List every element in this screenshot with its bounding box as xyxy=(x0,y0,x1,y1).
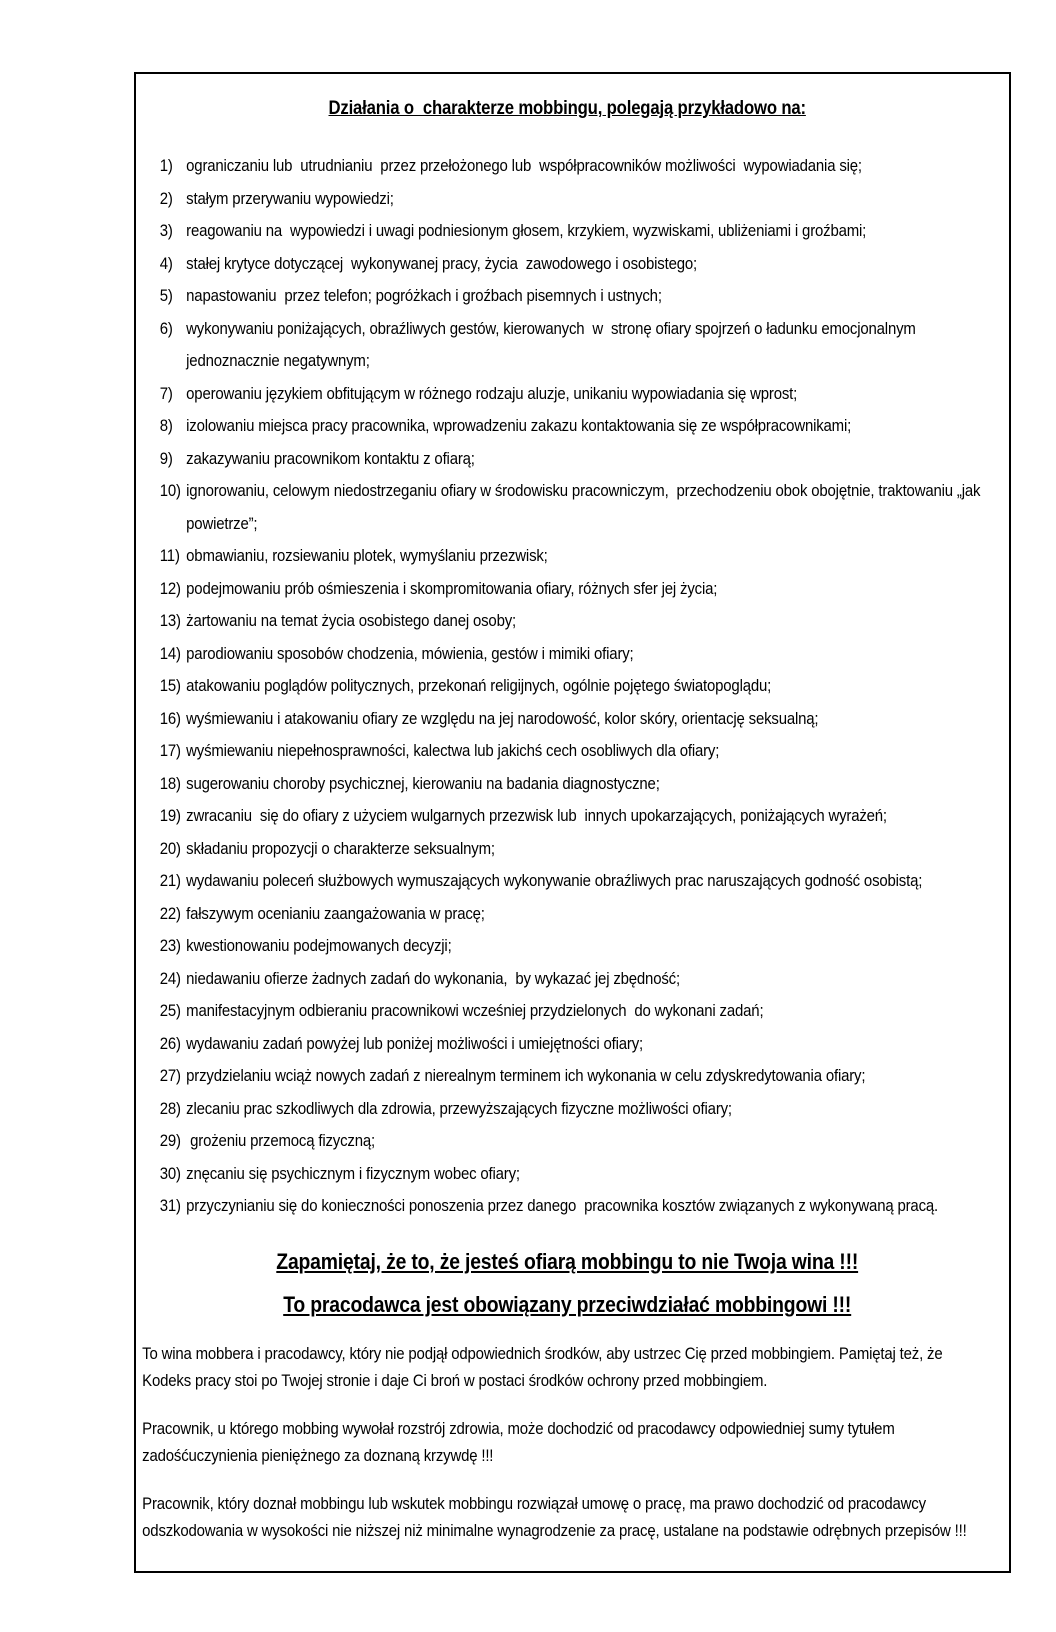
list-item-number: 8) xyxy=(159,416,173,435)
list-item-number: 30) xyxy=(159,1163,181,1183)
list-item-number: 2) xyxy=(159,188,173,208)
list-item-number: 13) xyxy=(159,611,181,630)
list-item-text: składaniu propozycji o charakterze seksualnym; xyxy=(186,838,495,858)
list-item-text: manifestacyjnym odbieraniu pracownikowi wcześniej przydzielonych do wykonani zadań; xyxy=(186,1001,764,1020)
list-item-text: atakowaniu poglądów politycznych, przekonań religijnych, ogólnie pojętego światopoglądu; xyxy=(186,676,772,695)
list-item-text: zwracaniu się do ofiary z użyciem wulgarnych przezwisk lub innych upokarzających, poniżających wyrażeń; xyxy=(186,806,887,825)
list-item xyxy=(160,475,985,540)
list-item-text: żartowaniu na temat życia osobistego danej osoby; xyxy=(186,611,517,630)
list-item-text: zlecaniu prac szkodliwych dla zdrowia, przewyższających fizyczne możliwości ofiary; xyxy=(186,1098,732,1118)
list-item-number: 15) xyxy=(159,676,181,695)
list-item xyxy=(160,1125,985,1158)
list-item-text: ignorowaniu, celowym niedostrzeganiu ofiary w środowisku pracowniczym, przechodzeniu obok obojętnie, traktowaniu „jak powietrze”; xyxy=(186,481,985,533)
list-item xyxy=(160,638,985,671)
list-item xyxy=(160,248,985,281)
list-item-number: 1) xyxy=(159,156,173,175)
list-item-number: 26) xyxy=(159,1033,181,1053)
list-item xyxy=(160,183,985,216)
list-item xyxy=(160,833,985,866)
document-title: Działania o charakterze mobbingu, polegają przykładowo na: xyxy=(328,98,806,119)
list-item-text: znęcaniu się psychicznym i fizycznym wobec ofiary; xyxy=(186,1163,520,1183)
list-item-text: reagowaniu na wypowiedzi i uwagi podniesionym głosem, krzykiem, wyzwiskami, ubliżeniami i groźbami; xyxy=(186,221,867,240)
list-item xyxy=(160,605,985,638)
list-item xyxy=(160,1060,985,1093)
list-item xyxy=(160,280,985,313)
list-item-text: stałej krytyce dotyczącej wykonywanej pracy, życia zawodowego i osobistego; xyxy=(186,253,698,273)
list-item-text: izolowaniu miejsca pracy pracownika, wprowadzeniu zakazu kontaktowania się ze współpracownikami; xyxy=(186,416,852,435)
emphasis-statement-victim: Zapamiętaj, że to, że jesteś ofiarą mobbingu to nie Twoja wina !!! xyxy=(276,1248,859,1274)
document-content xyxy=(136,98,992,1544)
closing-paragraphs xyxy=(142,1340,992,1544)
list-item-text: grożeniu przemocą fizyczną; xyxy=(186,1131,375,1150)
list-item-text: wyśmiewaniu i atakowaniu ofiary ze względu na jej narodowość, kolor skóry, orientację seksualną; xyxy=(186,708,819,728)
list-item-number: 27) xyxy=(159,1066,181,1085)
list-item-number: 3) xyxy=(159,221,173,240)
list-item-text: napastowaniu przez telefon; pogróżkach i groźbach pisemnych i ustnych; xyxy=(186,286,662,305)
list-item-text: przydzielaniu wciąż nowych zadań z nierealnym terminem ich wykonania w celu zdyskredytowania ofiary; xyxy=(186,1066,866,1085)
list-item xyxy=(160,898,985,931)
list-item-number: 21) xyxy=(159,871,181,890)
list-item-text: przyczynianiu się do konieczności ponoszenia przez danego pracownika kosztów związanych z wykonywaną pracą. xyxy=(186,1196,938,1215)
closing-paragraph: Pracownik, u którego mobbing wywołał rozstrój zdrowia, może dochodzić od pracodawcy odpowiedniej sumy tytułem zadośćuczynienia pieniężnego za doznaną krzywdę !!! xyxy=(142,1418,899,1465)
list-item xyxy=(160,930,985,963)
list-item xyxy=(160,540,985,573)
list-item-number: 5) xyxy=(159,286,173,305)
list-item-number: 14) xyxy=(159,643,181,663)
list-item-text: wydawaniu poleceń służbowych wymuszających wykonywanie obraźliwych prac naruszających godność osobistą; xyxy=(186,871,923,890)
list-item-text: zakazywaniu pracownikom kontaktu z ofiarą; xyxy=(186,448,475,468)
list-item xyxy=(160,573,985,606)
list-item xyxy=(160,1093,985,1126)
list-item-text: ograniczaniu lub utrudnianiu przez przełożonego lub współpracowników możliwości wypowiadania się; xyxy=(186,156,862,175)
list-item-number: 9) xyxy=(159,448,173,468)
list-item xyxy=(160,735,985,768)
list-item xyxy=(160,865,985,898)
list-item-number: 24) xyxy=(159,968,181,988)
list-item xyxy=(160,150,985,183)
list-item-text: kwestionowaniu podejmowanych decyzji; xyxy=(186,936,452,955)
list-item-number: 12) xyxy=(159,578,181,598)
list-item-text: wydawaniu zadań powyżej lub poniżej możliwości i umiejętności ofiary; xyxy=(186,1033,643,1053)
list-item xyxy=(160,313,985,378)
list-item-number: 28) xyxy=(159,1098,181,1118)
list-item xyxy=(160,1158,985,1191)
list-item-number: 10) xyxy=(159,481,181,500)
list-item xyxy=(160,410,985,443)
mobbing-actions-list xyxy=(160,150,985,1223)
list-item-text: obmawianiu, rozsiewaniu plotek, wymyślaniu przezwisk; xyxy=(186,546,548,565)
list-item-text: operowaniu językiem obfitującym w różnego rodzaju aluzje, unikaniu wypowiadania się wprost; xyxy=(186,383,798,403)
list-item xyxy=(160,963,985,996)
list-item-number: 31) xyxy=(159,1196,181,1215)
list-item xyxy=(160,670,985,703)
list-item-text: podejmowaniu prób ośmieszenia i skompromitowania ofiary, różnych sfer jej życia; xyxy=(186,578,718,598)
list-item-number: 6) xyxy=(159,318,173,338)
list-item xyxy=(160,215,985,248)
document-border-frame xyxy=(134,72,1011,1573)
list-item-number: 7) xyxy=(159,383,173,403)
list-item-number: 23) xyxy=(159,936,181,955)
list-item-text: sugerowaniu choroby psychicznej, kierowaniu na badania diagnostyczne; xyxy=(186,773,660,793)
list-item xyxy=(160,1028,985,1061)
list-item-number: 25) xyxy=(159,1001,181,1020)
closing-paragraph: To wina mobbera i pracodawcy, który nie podjął odpowiednich środków, aby ustrzec Cię przed mobbingiem. Pamiętaj też, że Kodeks pracy stoi po Twojej stronie i daje Ci broń w postaci środków ochrony przed mobbingiem. xyxy=(142,1343,947,1390)
list-item-number: 18) xyxy=(159,773,181,793)
list-item-text: parodiowaniu sposobów chodzenia, mówienia, gestów i mimiki ofiary; xyxy=(186,643,634,663)
list-item-text: stałym przerywaniu wypowiedzi; xyxy=(186,188,394,208)
list-item-number: 22) xyxy=(159,903,181,923)
list-item-text: wyśmiewaniu niepełnosprawności, kalectwa lub jakichś cech osobliwych dla ofiary; xyxy=(186,741,720,760)
list-item xyxy=(160,995,985,1028)
list-item xyxy=(160,768,985,801)
list-item-text: wykonywaniu poniżających, obraźliwych gestów, kierowanych w stronę ofiary spojrzeń o ładunku emocjonalnym jednoznacznie negatywnym; xyxy=(186,318,920,370)
list-item-number: 16) xyxy=(159,708,181,728)
list-item-number: 4) xyxy=(159,253,173,273)
list-item-number: 29) xyxy=(159,1131,181,1150)
list-item-number: 11) xyxy=(159,546,180,565)
closing-paragraph: Pracownik, który doznał mobbingu lub wskutek mobbingu rozwiązał umowę o pracę, ma prawo dochodzić od pracodawcy odszkodowania w wysokości nie niższej niż minimalne wynagrodzenie za pracę, ustalane na podstawie odrębnych przepisów !!! xyxy=(142,1493,967,1540)
list-item xyxy=(160,1190,985,1223)
list-item-text: fałszywym ocenianiu zaangażowania w pracę; xyxy=(186,903,485,923)
list-item xyxy=(160,703,985,736)
list-item-number: 17) xyxy=(159,741,181,760)
list-item-number: 19) xyxy=(159,806,181,825)
list-item xyxy=(160,443,985,476)
list-item xyxy=(160,800,985,833)
list-item-number: 20) xyxy=(159,838,181,858)
list-item xyxy=(160,378,985,411)
emphasis-statement-employer: To pracodawca jest obowiązany przeciwdziałać mobbingowi !!! xyxy=(283,1291,852,1317)
list-item-text: niedawaniu ofierze żadnych zadań do wykonania, by wykazać jej zbędność; xyxy=(186,968,680,988)
